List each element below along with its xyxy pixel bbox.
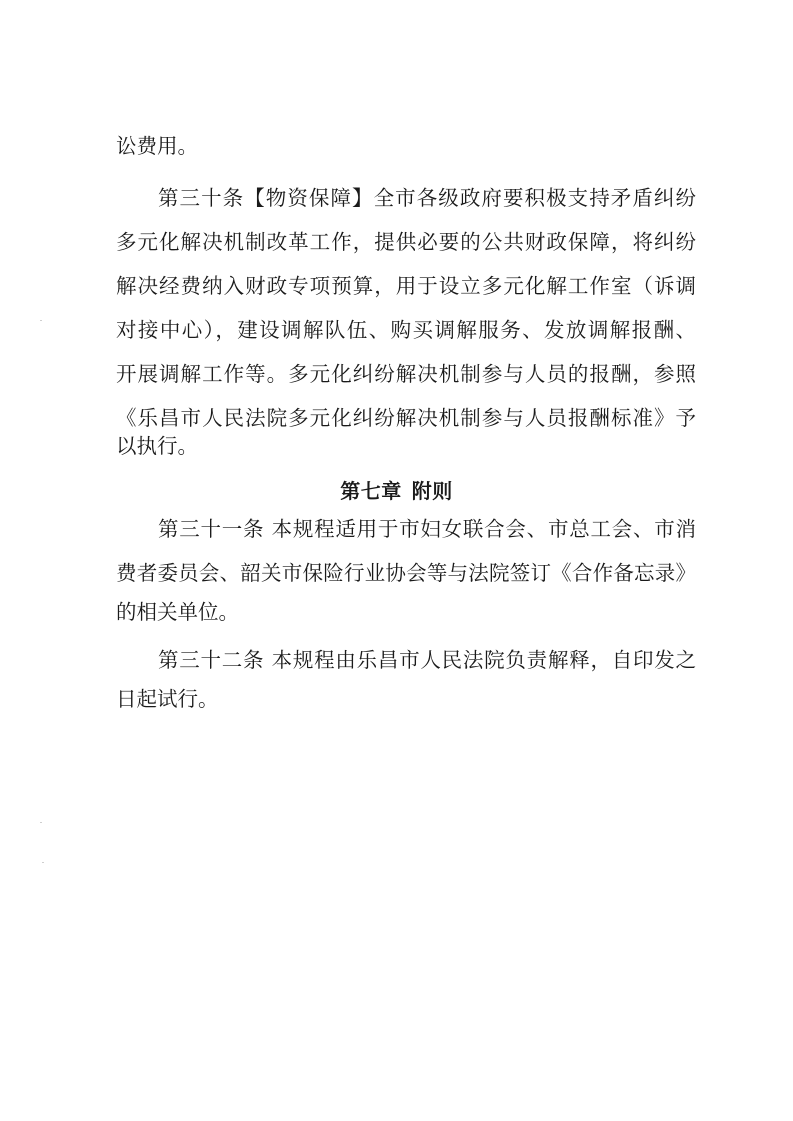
paragraph-line: 开展调解工作等。多元化纠纷解决机制参与人员的报酬，参照	[116, 362, 696, 386]
paragraph-line: 费者委员会、韶关市保险行业协会等与法院签订《合作备忘录》	[116, 561, 696, 585]
scan-speck	[40, 822, 42, 823]
paragraph-line: 日起试行。	[116, 687, 219, 711]
chapter-title: 第七章	[340, 479, 402, 503]
chapter-subtitle: 附则	[411, 479, 453, 503]
paragraph-line: 解决经费纳入财政专项预算，用于设立多元化解工作室（诉调	[116, 274, 696, 298]
paragraph-line: 《乐昌市人民法院多元化纠纷解决机制参与人员报酬标准》予	[116, 406, 696, 430]
article-31-line: 第三十一条 本规程适用于市妇女联合会、市总工会、市消	[158, 517, 696, 541]
scan-speck	[42, 862, 44, 863]
article-32-line: 第三十二条 本规程由乐昌市人民法院负责解释，自印发之	[158, 648, 696, 672]
paragraph-line: 的相关单位。	[116, 600, 239, 624]
paragraph-line: 讼费用。	[116, 134, 198, 158]
paragraph-line: 多元化解决机制改革工作，提供必要的公共财政保障，将纠纷	[116, 230, 696, 254]
paragraph-line: 对接中心），建设调解队伍、购买调解服务、发放调解报酬、	[116, 318, 696, 342]
chapter-heading	[0, 476, 793, 506]
scan-speck	[40, 320, 42, 321]
paragraph-line: 以执行。	[116, 434, 198, 458]
article-30-heading-line: 第三十条【物资保障】全市各级政府要积极支持矛盾纠纷	[158, 186, 696, 210]
